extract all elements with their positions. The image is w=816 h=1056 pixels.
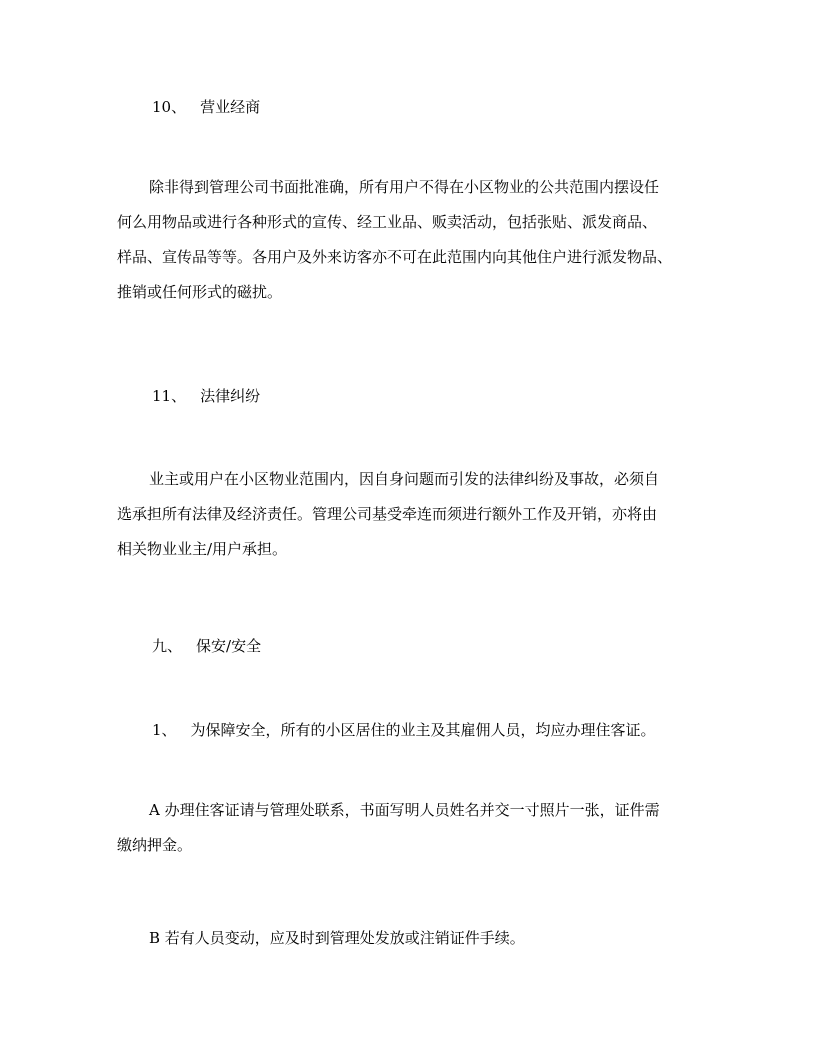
section-11-title: 法律纠纷 bbox=[200, 387, 261, 405]
paragraph-line: 何么用物品或进行各种形式的宣传、经工业品、贩卖活动，包括张贴、派发商品、 bbox=[117, 213, 658, 231]
section-11-paragraph bbox=[117, 462, 700, 567]
item-a bbox=[117, 793, 709, 863]
paragraph-line: 相关物业业主/用户承担。 bbox=[117, 540, 288, 558]
paragraph-line: 样品、宣传品等等。各用户及外来访客亦不可在此范围内向其他住户进行派发物品、 bbox=[117, 248, 673, 266]
paragraph-line: 选承担所有法律及经济责任。管理公司基受牵连而须进行额外工作及开销，亦将由 bbox=[117, 505, 658, 523]
item-1-number: 1、 bbox=[152, 721, 177, 739]
paragraph-line: 业主或用户在小区物业范围内，因自身问题而引发的法律纠纷及事故，必须自 bbox=[149, 470, 660, 488]
chapter-9-title: 保安/安全 bbox=[196, 637, 262, 655]
section-10-number: 10、 bbox=[152, 98, 187, 116]
section-11-heading bbox=[152, 386, 260, 406]
item-b: B 若有人员变动，应及时到管理处发放或注销证件手续。 bbox=[149, 929, 525, 947]
paragraph-line: 缴纳押金。 bbox=[117, 836, 193, 854]
section-11-number: 11、 bbox=[152, 387, 187, 405]
paragraph-line: 除非得到管理公司书面批准确，所有用户不得在小区物业的公共范围内摆设任 bbox=[149, 178, 660, 196]
paragraph-line: 推销或任何形式的磁扰。 bbox=[117, 283, 283, 301]
item-1-text: 为保障安全，所有的小区居住的业主及其雇佣人员，均应办理住客证。 bbox=[190, 721, 656, 739]
section-10-heading bbox=[152, 97, 260, 117]
item-1 bbox=[152, 720, 656, 740]
section-10-paragraph bbox=[117, 170, 700, 310]
chapter-9-heading bbox=[152, 636, 261, 656]
section-10-title: 营业经商 bbox=[200, 98, 261, 116]
paragraph-line: A 办理住客证请与管理处联系，书面写明人员姓名并交一寸照片一张，证件需 bbox=[149, 801, 660, 819]
chapter-9-number: 九、 bbox=[152, 637, 183, 655]
